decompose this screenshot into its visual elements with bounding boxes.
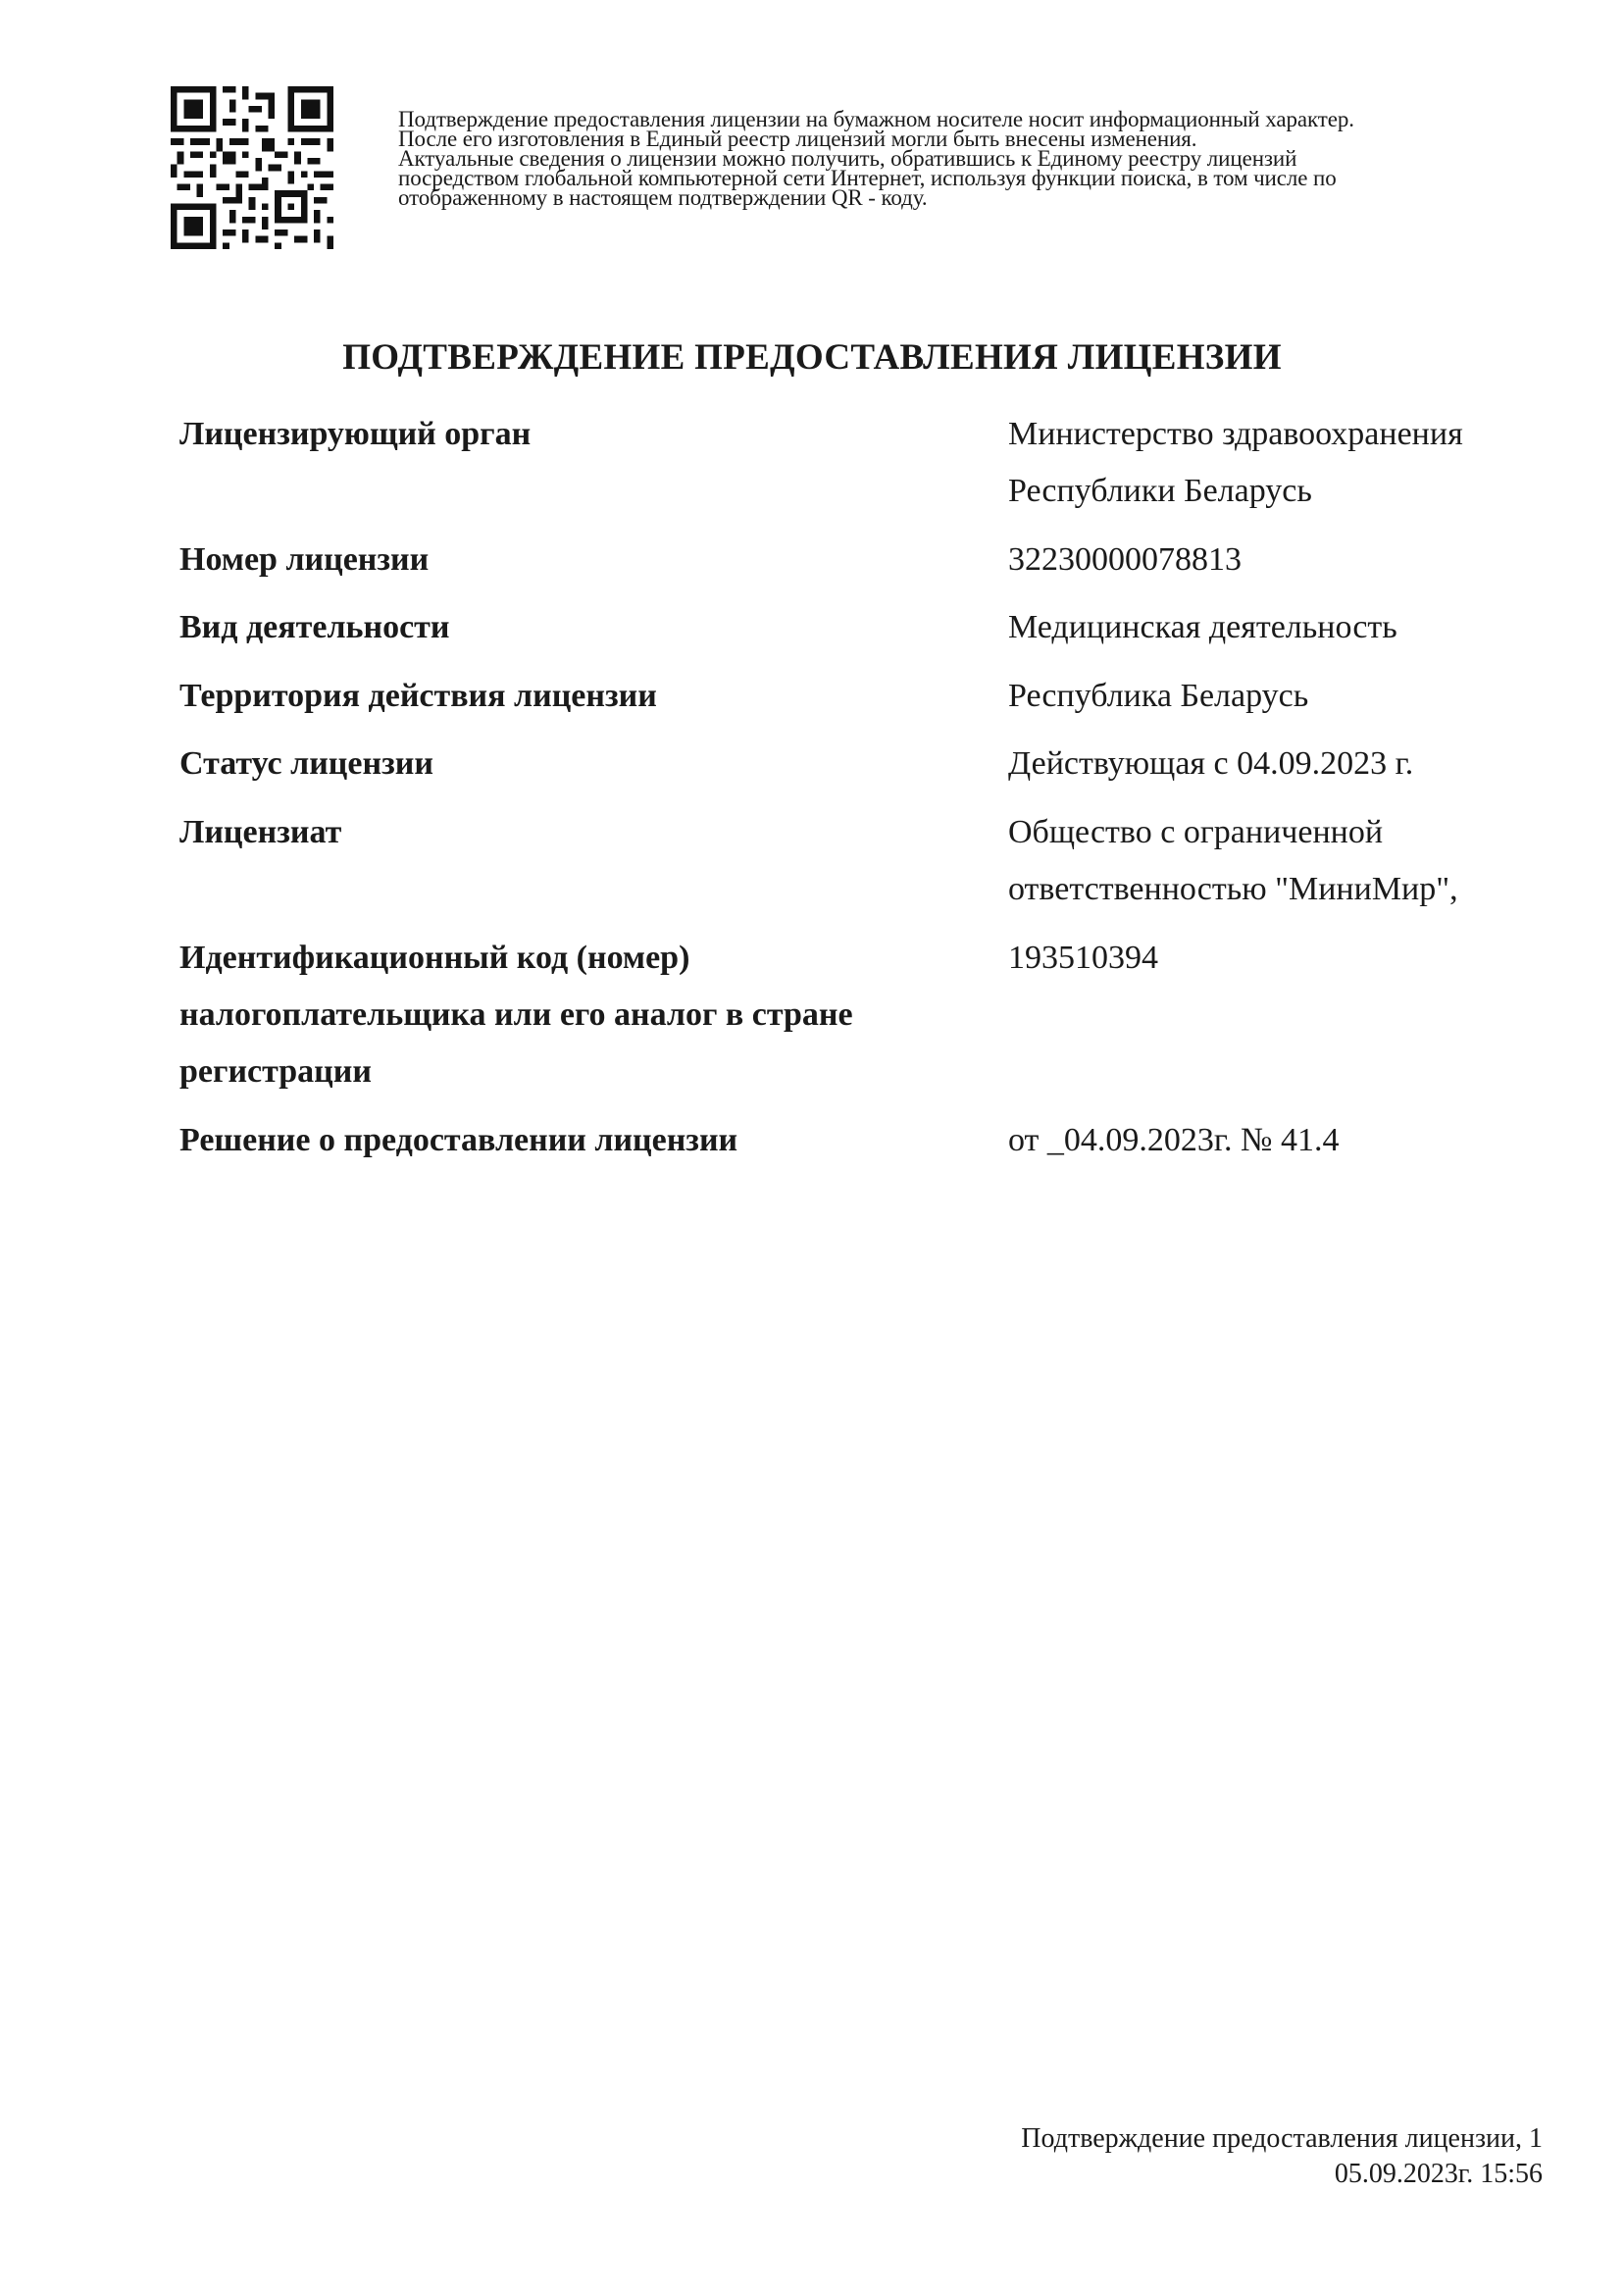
qr-code [171, 86, 333, 249]
field-value-taxpayer-id: 193510394 [1008, 940, 1158, 976]
field-value-licensee: ответственностью "МиниМир", [1008, 871, 1458, 907]
footer-document-page: Подтверждение предоставления лицензии, 1 [1021, 2123, 1543, 2154]
information-notice [398, 107, 1595, 210]
field-value-decision: от _04.09.2023г. № 41.4 [1008, 1122, 1340, 1158]
notice-line: отображенному в настоящем подтверждении QR - коду. [398, 185, 928, 210]
field-value-activity-type: Медицинская деятельность [1008, 609, 1397, 645]
field-label-licensee: Лицензиат [179, 814, 342, 850]
field-value-licensee: Общество с ограниченной [1008, 814, 1384, 850]
qr-code-graphic [171, 86, 333, 249]
notice-line: посредством глобальной компьютерной сети Интернет, используя функции поиска, в том числе по [398, 166, 1337, 190]
field-label-activity-type: Вид деятельности [179, 609, 450, 645]
field-value-license-number: 32230000078813 [1008, 541, 1242, 578]
field-value-territory: Республика Беларусь [1008, 678, 1309, 714]
field-value-licensing-authority: Министерство здравоохранения [1008, 416, 1463, 452]
notice-line: Актуальные сведения о лицензии можно получить, обратившись к Единому реестру лицензий [398, 146, 1297, 171]
field-label-license-number: Номер лицензии [179, 541, 430, 578]
notice-line: Подтверждение предоставления лицензии на бумажном носителе носит информационный характер. [398, 107, 1354, 131]
notice-line: После его изготовления в Единый реестр лицензий могли быть внесены изменения. [398, 127, 1197, 151]
field-label-territory: Территория действия лицензии [179, 678, 657, 714]
field-value-licensing-authority: Республики Беларусь [1008, 473, 1312, 509]
field-label-taxpayer-id: Идентификационный код (номер) [179, 940, 690, 976]
field-value-status: Действующая с 04.09.2023 г. [1008, 745, 1414, 782]
field-label-status: Статус лицензии [179, 745, 433, 782]
field-label-taxpayer-id: налогоплательщика или его аналог в стране [179, 996, 853, 1033]
field-label-taxpayer-id: регистрации [179, 1053, 372, 1090]
field-label-licensing-authority: Лицензирующий орган [179, 416, 532, 452]
field-label-decision: Решение о предоставлении лицензии [179, 1122, 738, 1158]
page-footer [1021, 2121, 1543, 2192]
document-title: ПОДТВЕРЖДЕНИЕ ПРЕДОСТАВЛЕНИЯ ЛИЦЕНЗИИ [342, 337, 1282, 378]
footer-timestamp: 05.09.2023г. 15:56 [1334, 2159, 1543, 2189]
